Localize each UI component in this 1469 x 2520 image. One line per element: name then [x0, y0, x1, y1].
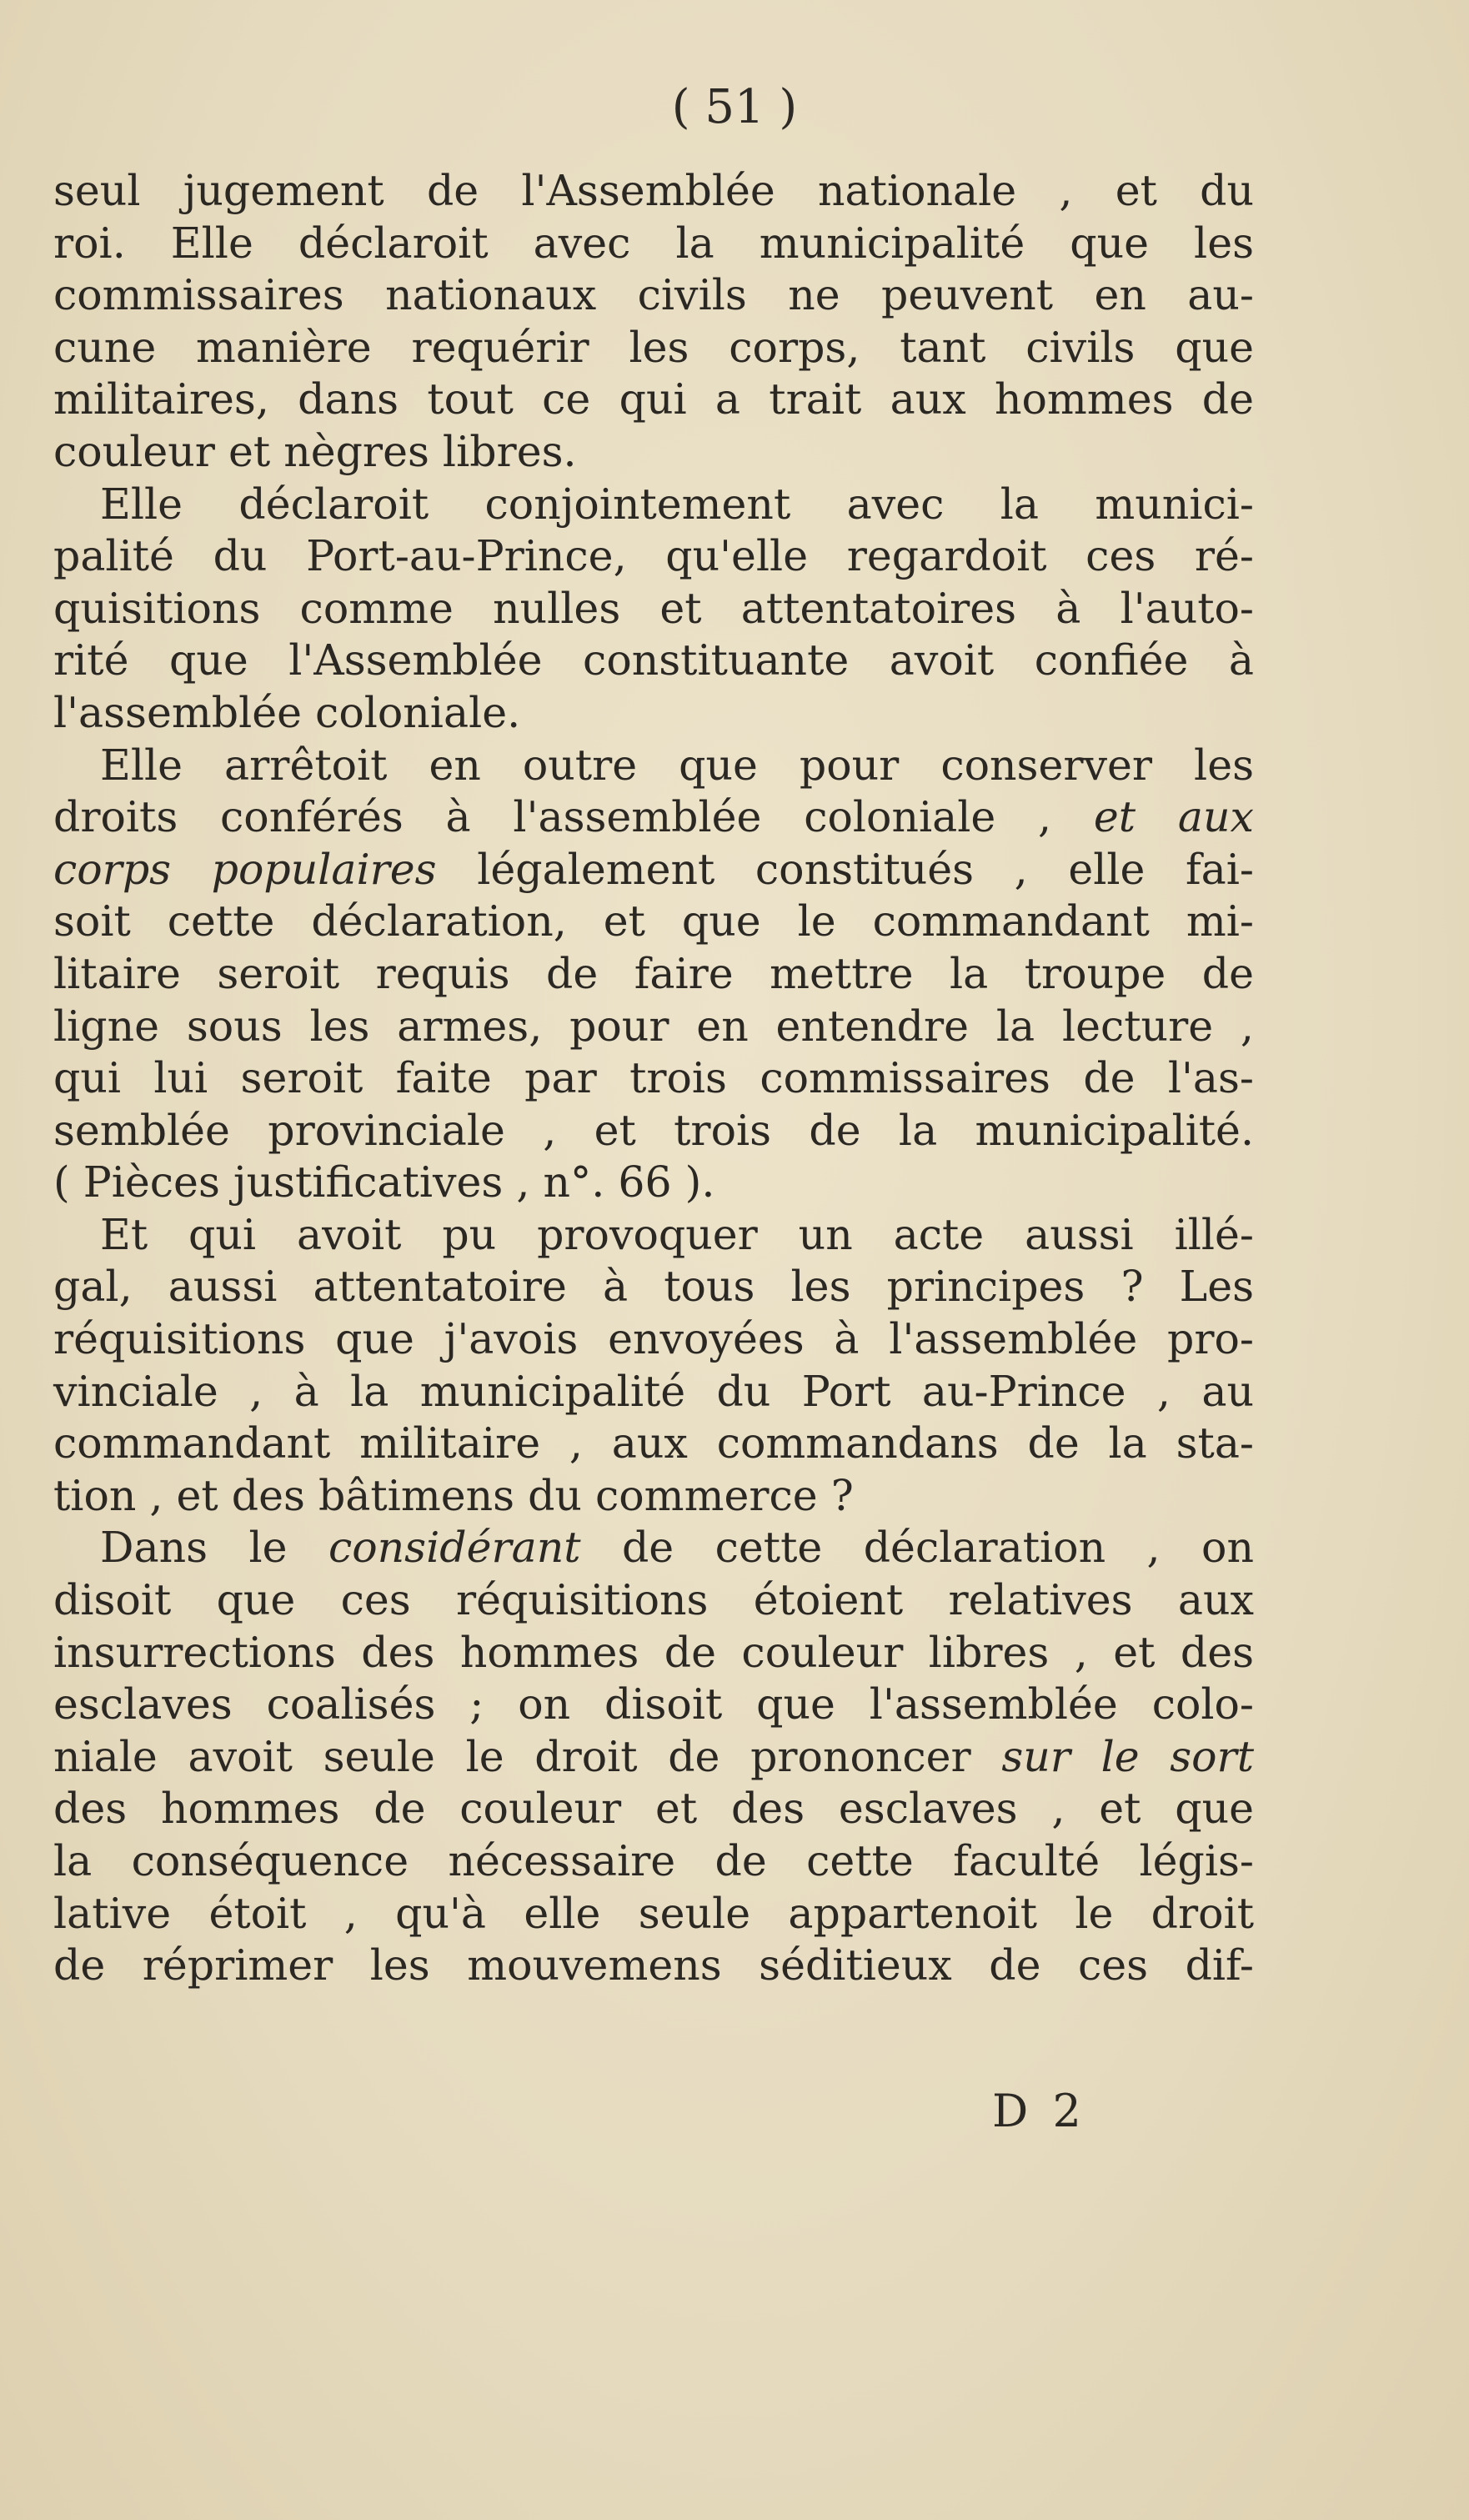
- text-line: vinciale , à la municipalité du Port au-Prince , au: [53, 1366, 1254, 1416]
- page-number: ( 51 ): [671, 80, 798, 134]
- text-line: palité du Port-au-Prince, qu'elle regardoit ces ré-: [53, 531, 1254, 581]
- text-line: Elle arrêtoit en outre que pour conserver les: [100, 740, 1254, 790]
- text-span: niale avoit seule le droit de prononcer: [53, 1731, 1002, 1781]
- text-line: lative étoit , qu'à elle seule appartenoit le droit: [53, 1888, 1254, 1938]
- text-line: Elle déclaroit conjointement avec la munici-: [100, 479, 1254, 529]
- text-line: qui lui seroit faite par trois commissaires de l'as-: [53, 1053, 1254, 1103]
- text-line: roi. Elle déclaroit avec la municipalité que les: [53, 218, 1254, 268]
- text-line-mixed: [53, 844, 1254, 896]
- text-line-mixed: [53, 1731, 1254, 1784]
- text-line: insurrections des hommes de couleur libres , et des: [53, 1627, 1254, 1677]
- text-line-mixed: [53, 1522, 1254, 1574]
- italic-span: considérant: [328, 1523, 581, 1573]
- text-span: droits conférés à l'assemblée coloniale ,: [53, 792, 1094, 842]
- text-span: Dans le: [100, 1523, 328, 1573]
- catchword: D 2: [992, 2085, 1086, 2137]
- text-line: militaires, dans tout ce qui a trait aux hommes de: [53, 374, 1254, 424]
- text-line: cune manière requérir les corps, tant civils que: [53, 322, 1254, 372]
- text-line: ( Pièces justificatives , n°. 66 ).: [53, 1157, 715, 1207]
- text-line: l'assemblée coloniale.: [53, 687, 521, 737]
- italic-span: sur le sort: [1001, 1731, 1254, 1781]
- text-line: semblée provinciale , et trois de la municipalité.: [53, 1105, 1254, 1155]
- text-line: disoit que ces réquisitions étoient relatives aux: [53, 1575, 1254, 1625]
- text-span: de cette déclaration , on: [580, 1523, 1254, 1573]
- text-line: quisitions comme nulles et attentatoires à l'auto-: [53, 583, 1254, 633]
- text-line: la conséquence nécessaire de cette faculté légis-: [53, 1836, 1254, 1885]
- text-line: Et qui avoit pu provoquer un acte aussi illé-: [100, 1209, 1254, 1259]
- text-line: ligne sous les armes, pour en entendre la lecture ,: [53, 1001, 1254, 1051]
- text-line: soit cette déclaration, et que le commandant mi-: [53, 896, 1254, 946]
- text-line: couleur et nègres libres.: [53, 426, 577, 476]
- text-line: seul jugement de l'Assemblée nationale , et du: [53, 166, 1254, 215]
- text-line: esclaves coalisés ; on disoit que l'assemblée colo-: [53, 1679, 1254, 1729]
- text-line: commandant militaire , aux commandans de la sta-: [53, 1418, 1254, 1468]
- text-span: légalement constitués , elle fai-: [436, 844, 1254, 894]
- body-text: [53, 165, 1254, 1992]
- text-line: réquisitions que j'avois envoyées à l'assemblée pro-: [53, 1314, 1254, 1364]
- italic-span: corps populaires: [53, 844, 437, 894]
- italic-span: et aux: [1093, 792, 1254, 842]
- text-line: rité que l'Assemblée constituante avoit confiée à: [53, 635, 1254, 685]
- text-line: des hommes de couleur et des esclaves , et que: [53, 1784, 1254, 1834]
- text-line: commissaires nationaux civils ne peuvent en au-: [53, 270, 1254, 320]
- text-line: gal, aussi attentatoire à tous les principes ? Les: [53, 1262, 1254, 1312]
- text-line: litaire seroit requis de faire mettre la troupe de: [53, 948, 1254, 998]
- text-line: tion , et des bâtimens du commerce ?: [53, 1470, 854, 1520]
- text-line: de réprimer les mouvemens séditieux de ces dif-: [53, 1940, 1254, 1990]
- text-line-mixed: [53, 791, 1254, 844]
